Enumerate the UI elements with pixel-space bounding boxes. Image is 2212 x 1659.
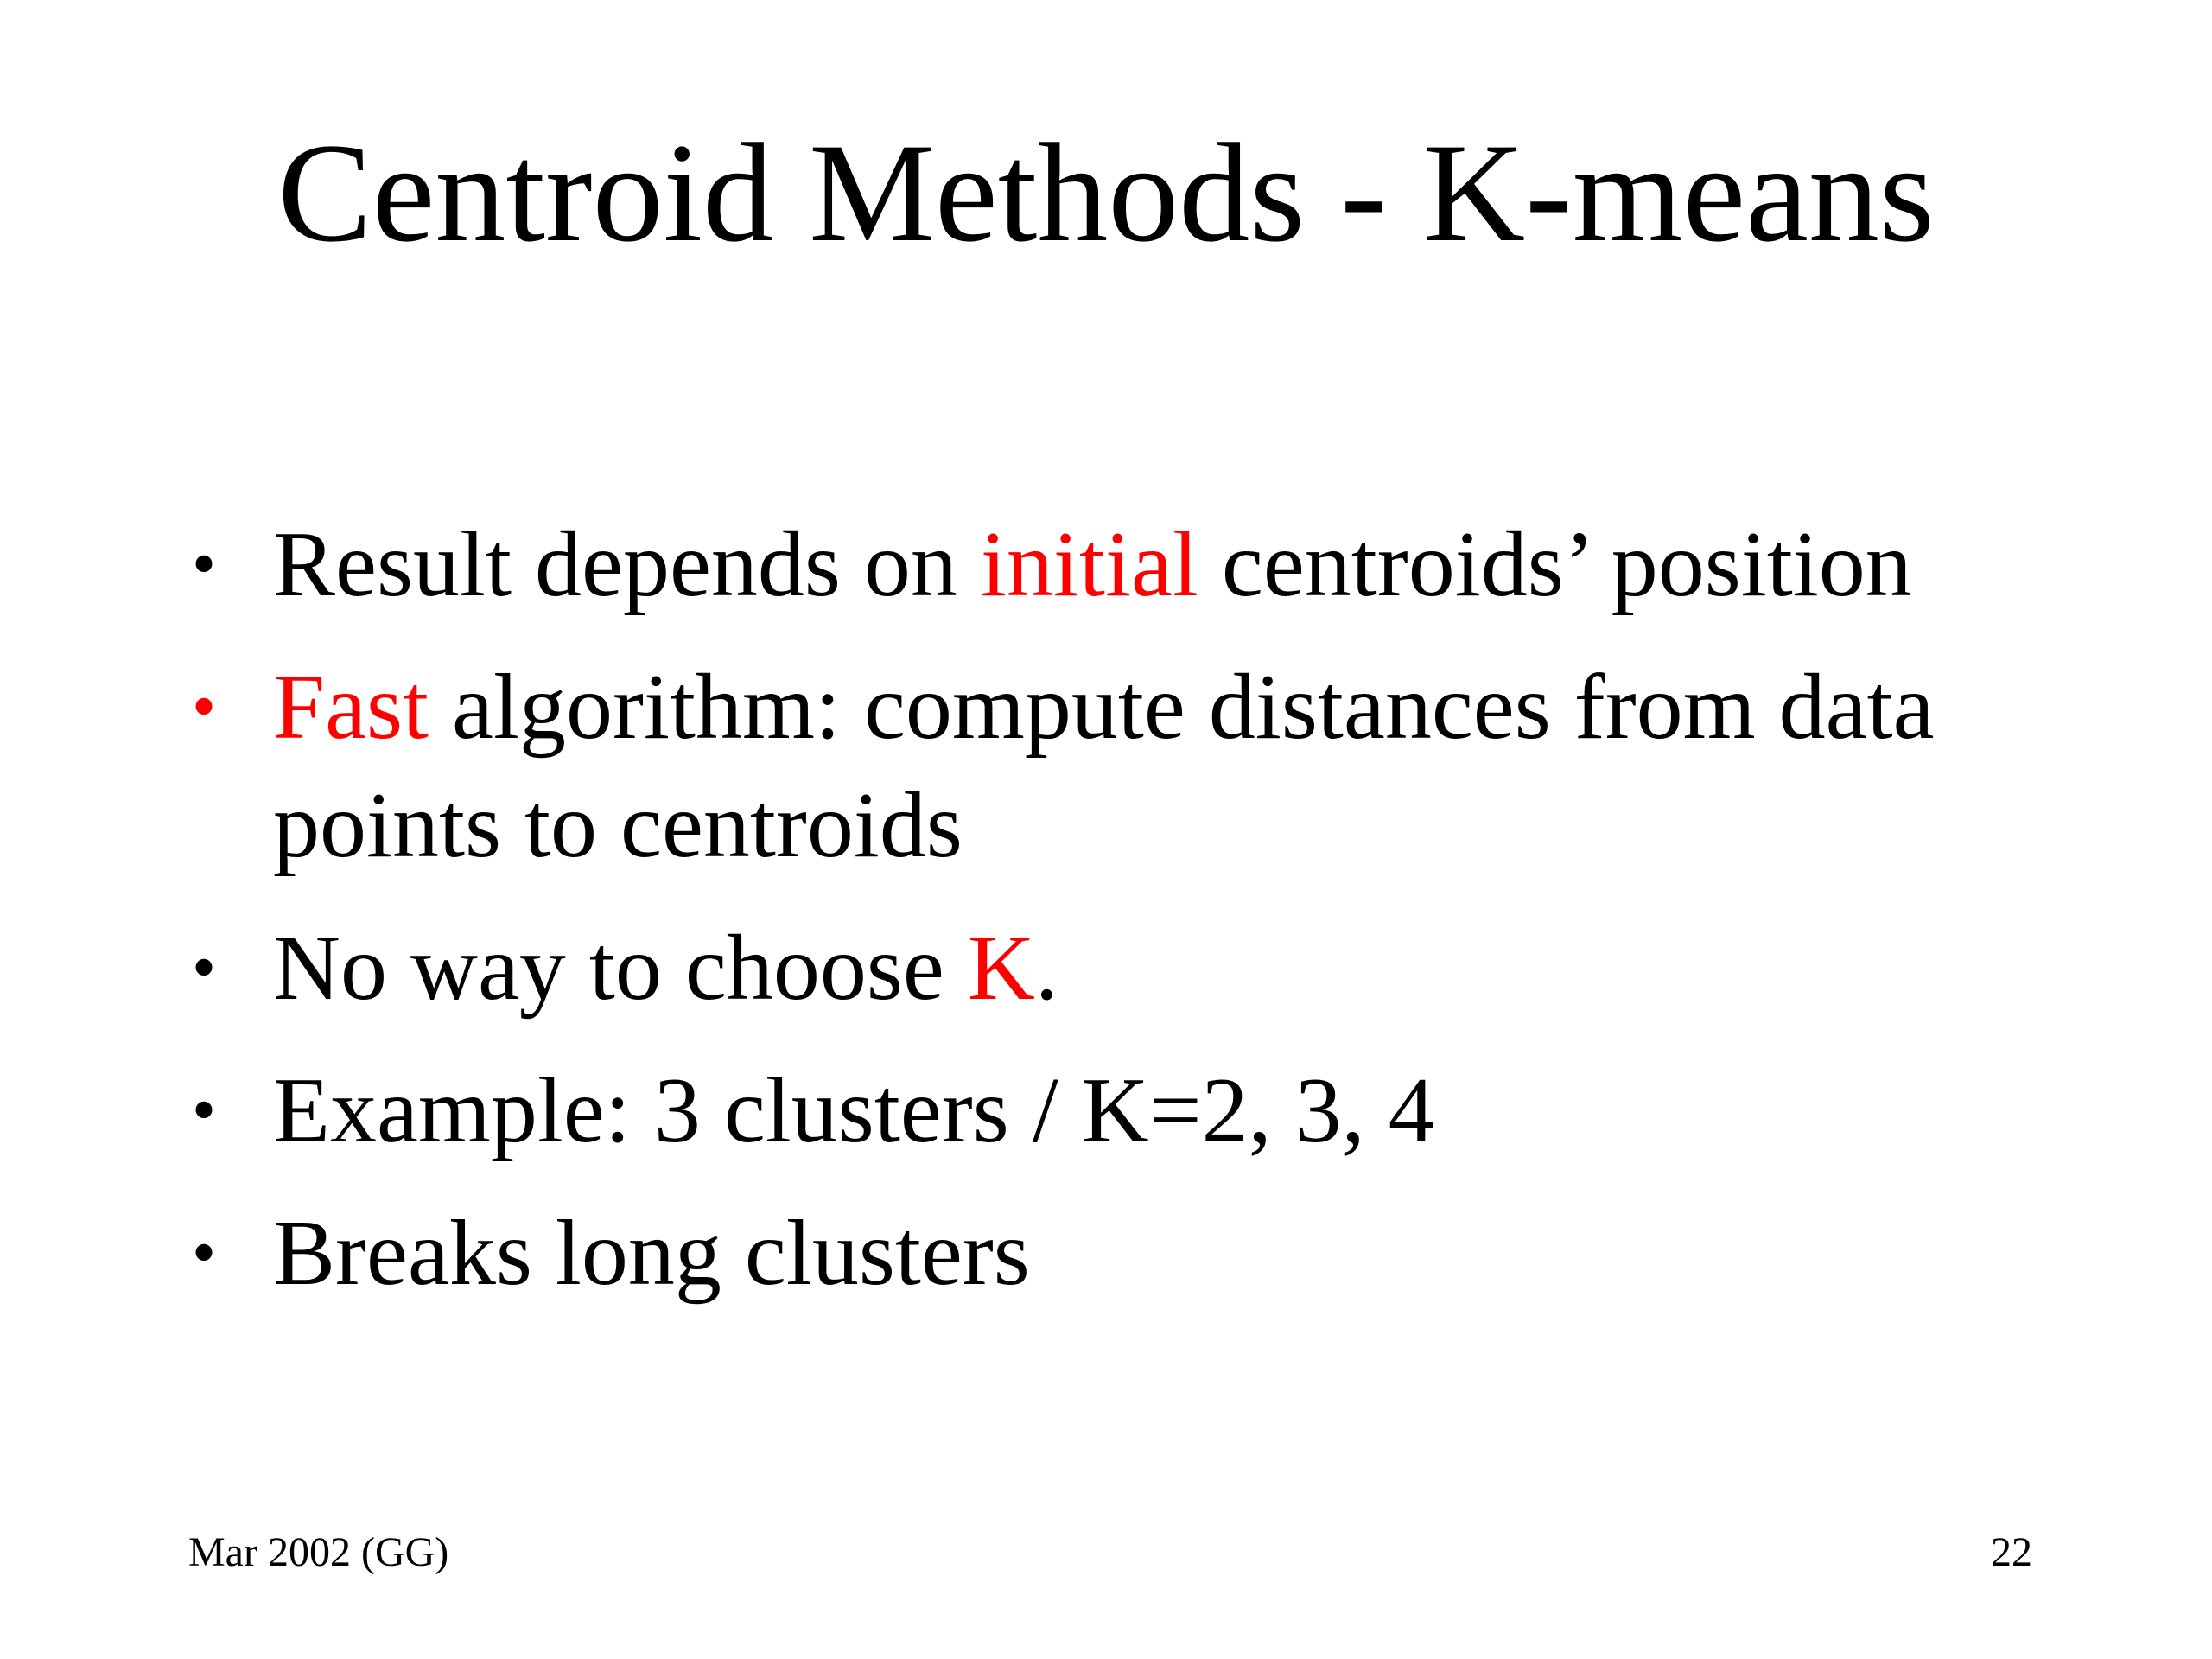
text-run: No way to choose	[273, 917, 968, 1020]
bullet-item-3	[192, 909, 2070, 1027]
highlighted-word-initial: initial	[980, 513, 1198, 616]
bullet-dot: •	[192, 1072, 217, 1148]
highlighted-letter-k: K	[967, 917, 1035, 1020]
text-run: Result depends on	[273, 513, 981, 616]
bullet-item-1	[192, 505, 2070, 624]
bullet-text: Breaks long clusters	[273, 1202, 1030, 1305]
bullet-item-4	[192, 1052, 2070, 1170]
bullet-text: Example: 3 clusters / K=2, 3, 4	[273, 1059, 1435, 1162]
footer-date: Mar 2002 (GG)	[188, 1529, 449, 1575]
text-run: centroids’ position	[1198, 513, 1912, 616]
bullet-dot: •	[192, 930, 217, 1006]
bullet-text-line-2: points to centroids	[273, 774, 963, 877]
bullet-dot: •	[192, 526, 217, 602]
bullet-text	[273, 909, 2070, 1027]
slide-title: Centroid Methods - K-means	[277, 115, 1935, 271]
text-run: algorithm: compute distances from data	[429, 656, 1935, 759]
page-number: 22	[1991, 1529, 2032, 1575]
bullet-dot: •	[192, 1215, 217, 1291]
bullet-item-5	[192, 1194, 2070, 1313]
bullet-dot-red: •	[192, 669, 217, 745]
bullet-item-2	[192, 648, 2070, 885]
highlighted-word-fast: Fast	[273, 656, 429, 759]
bullet-text	[273, 505, 2070, 624]
text-run: .	[1034, 917, 1058, 1020]
bullet-list	[192, 505, 2070, 1337]
bullet-text-line-1	[273, 648, 2070, 766]
